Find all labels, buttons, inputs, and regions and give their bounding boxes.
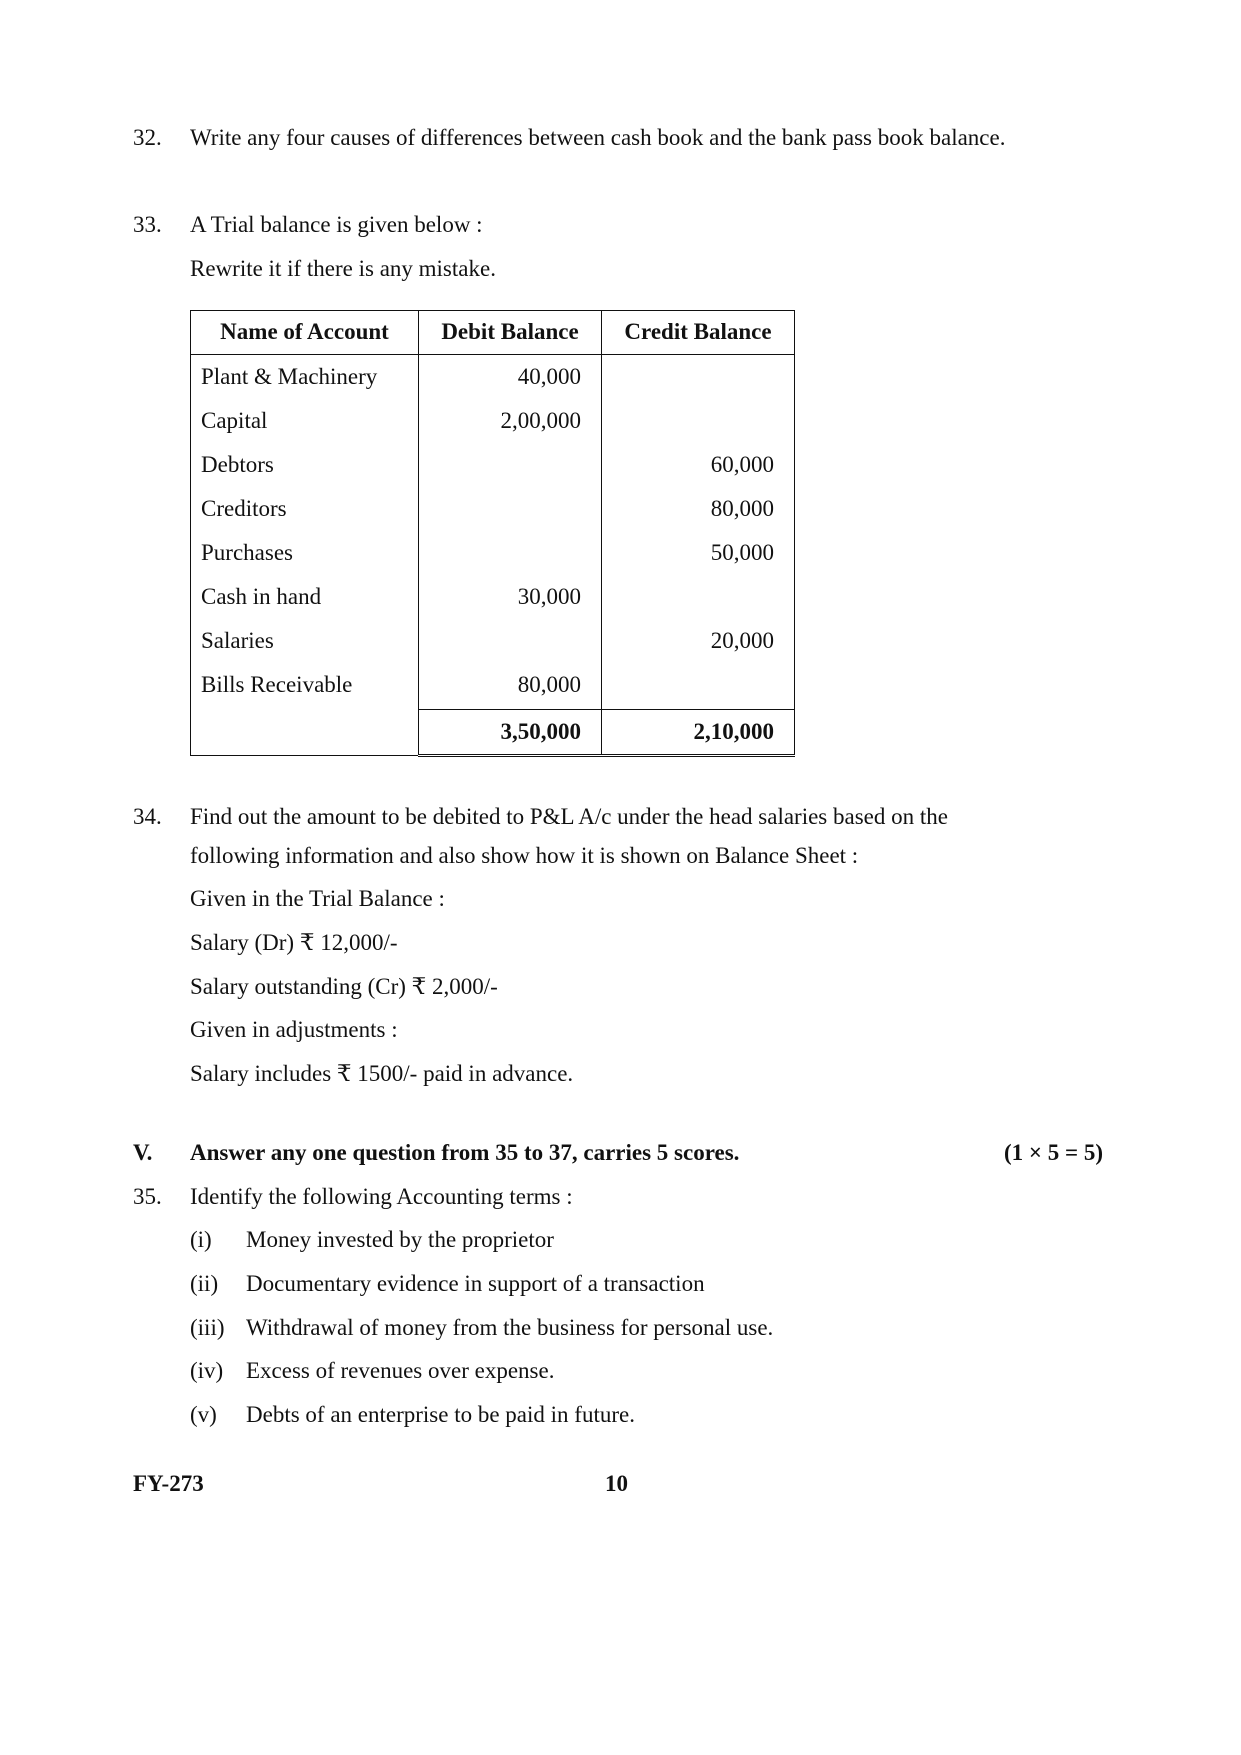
credit-value — [602, 355, 795, 400]
account-name: Capital — [191, 399, 419, 443]
question-34-line-2: following information and also show how it is shown on Balance Sheet : — [190, 843, 859, 868]
debit-value — [419, 443, 602, 487]
credit-value — [602, 575, 795, 619]
credit-value — [602, 399, 795, 443]
section-v-label: V. — [133, 1140, 153, 1165]
question-34-line-6: Given in adjustments : — [190, 1017, 398, 1042]
account-name: Cash in hand — [191, 575, 419, 619]
debit-value: 30,000 — [419, 575, 602, 619]
credit-value: 50,000 — [602, 531, 795, 575]
table-row — [191, 663, 795, 710]
account-name: Plant & Machinery — [191, 355, 419, 400]
question-32-number: 32. — [133, 125, 162, 150]
debit-value — [419, 487, 602, 531]
question-33-line-1: A Trial balance is given below : — [190, 212, 483, 237]
table-row — [191, 355, 795, 400]
section-v-marks: (1 × 5 = 5) — [1003, 1140, 1103, 1165]
question-32-text: Write any four causes of differences between cash book and the bank pass book balance. — [190, 125, 1006, 150]
section-v-instruction: Answer any one question from 35 to 37, carries 5 scores. — [190, 1140, 740, 1165]
header-name-of-account: Name of Account — [191, 311, 419, 355]
total-name-blank — [191, 710, 419, 756]
debit-value: 2,00,000 — [419, 399, 602, 443]
question-34-line-1: Find out the amount to be debited to P&L A/c under the head salaries based on the — [190, 804, 948, 829]
list-item: Withdrawal of money from the business for personal use. — [246, 1315, 774, 1340]
list-item-label: (iv) — [190, 1358, 224, 1383]
total-debit: 3,50,000 — [419, 710, 602, 756]
account-name: Debtors — [191, 443, 419, 487]
table-row — [191, 399, 795, 443]
credit-value: 80,000 — [602, 487, 795, 531]
account-name: Purchases — [191, 531, 419, 575]
question-35-number: 35. — [133, 1184, 162, 1209]
debit-value: 80,000 — [419, 663, 602, 710]
header-debit-balance: Debit Balance — [419, 311, 602, 355]
table-row — [191, 531, 795, 575]
question-34-line-4: Salary (Dr) ₹ 12,000/- — [190, 930, 398, 955]
debit-value — [419, 531, 602, 575]
page-number: 10 — [605, 1471, 628, 1496]
footer-code: FY-273 — [133, 1471, 204, 1496]
table-header-row — [191, 311, 795, 355]
account-name: Creditors — [191, 487, 419, 531]
debit-value — [419, 619, 602, 663]
question-34-line-7: Salary includes ₹ 1500/- paid in advance. — [190, 1061, 574, 1086]
table-row — [191, 575, 795, 619]
header-credit-balance: Credit Balance — [602, 311, 795, 355]
question-33-line-2: Rewrite it if there is any mistake. — [190, 256, 496, 281]
question-35-text: Identify the following Accounting terms : — [190, 1184, 573, 1209]
debit-value: 40,000 — [419, 355, 602, 400]
table-row — [191, 487, 795, 531]
credit-value — [602, 663, 795, 710]
list-item-label: (iii) — [190, 1315, 225, 1340]
credit-value: 20,000 — [602, 619, 795, 663]
table-row — [191, 443, 795, 487]
account-name: Salaries — [191, 619, 419, 663]
table-row — [191, 619, 795, 663]
total-credit: 2,10,000 — [602, 710, 795, 756]
list-item-label: (i) — [190, 1227, 212, 1252]
account-name: Bills Receivable — [191, 663, 419, 710]
question-34-number: 34. — [133, 804, 162, 829]
question-33-number: 33. — [133, 212, 162, 237]
list-item-label: (v) — [190, 1402, 217, 1427]
list-item: Documentary evidence in support of a transaction — [246, 1271, 705, 1296]
list-item: Excess of revenues over expense. — [246, 1358, 555, 1383]
list-item: Money invested by the proprietor — [246, 1227, 554, 1252]
table-total-row — [191, 710, 795, 756]
question-34-line-3: Given in the Trial Balance : — [190, 886, 445, 911]
question-34-line-5: Salary outstanding (Cr) ₹ 2,000/- — [190, 974, 498, 999]
list-item-label: (ii) — [190, 1271, 219, 1296]
list-item: Debts of an enterprise to be paid in future. — [246, 1402, 635, 1427]
trial-balance-table — [190, 310, 795, 757]
credit-value: 60,000 — [602, 443, 795, 487]
